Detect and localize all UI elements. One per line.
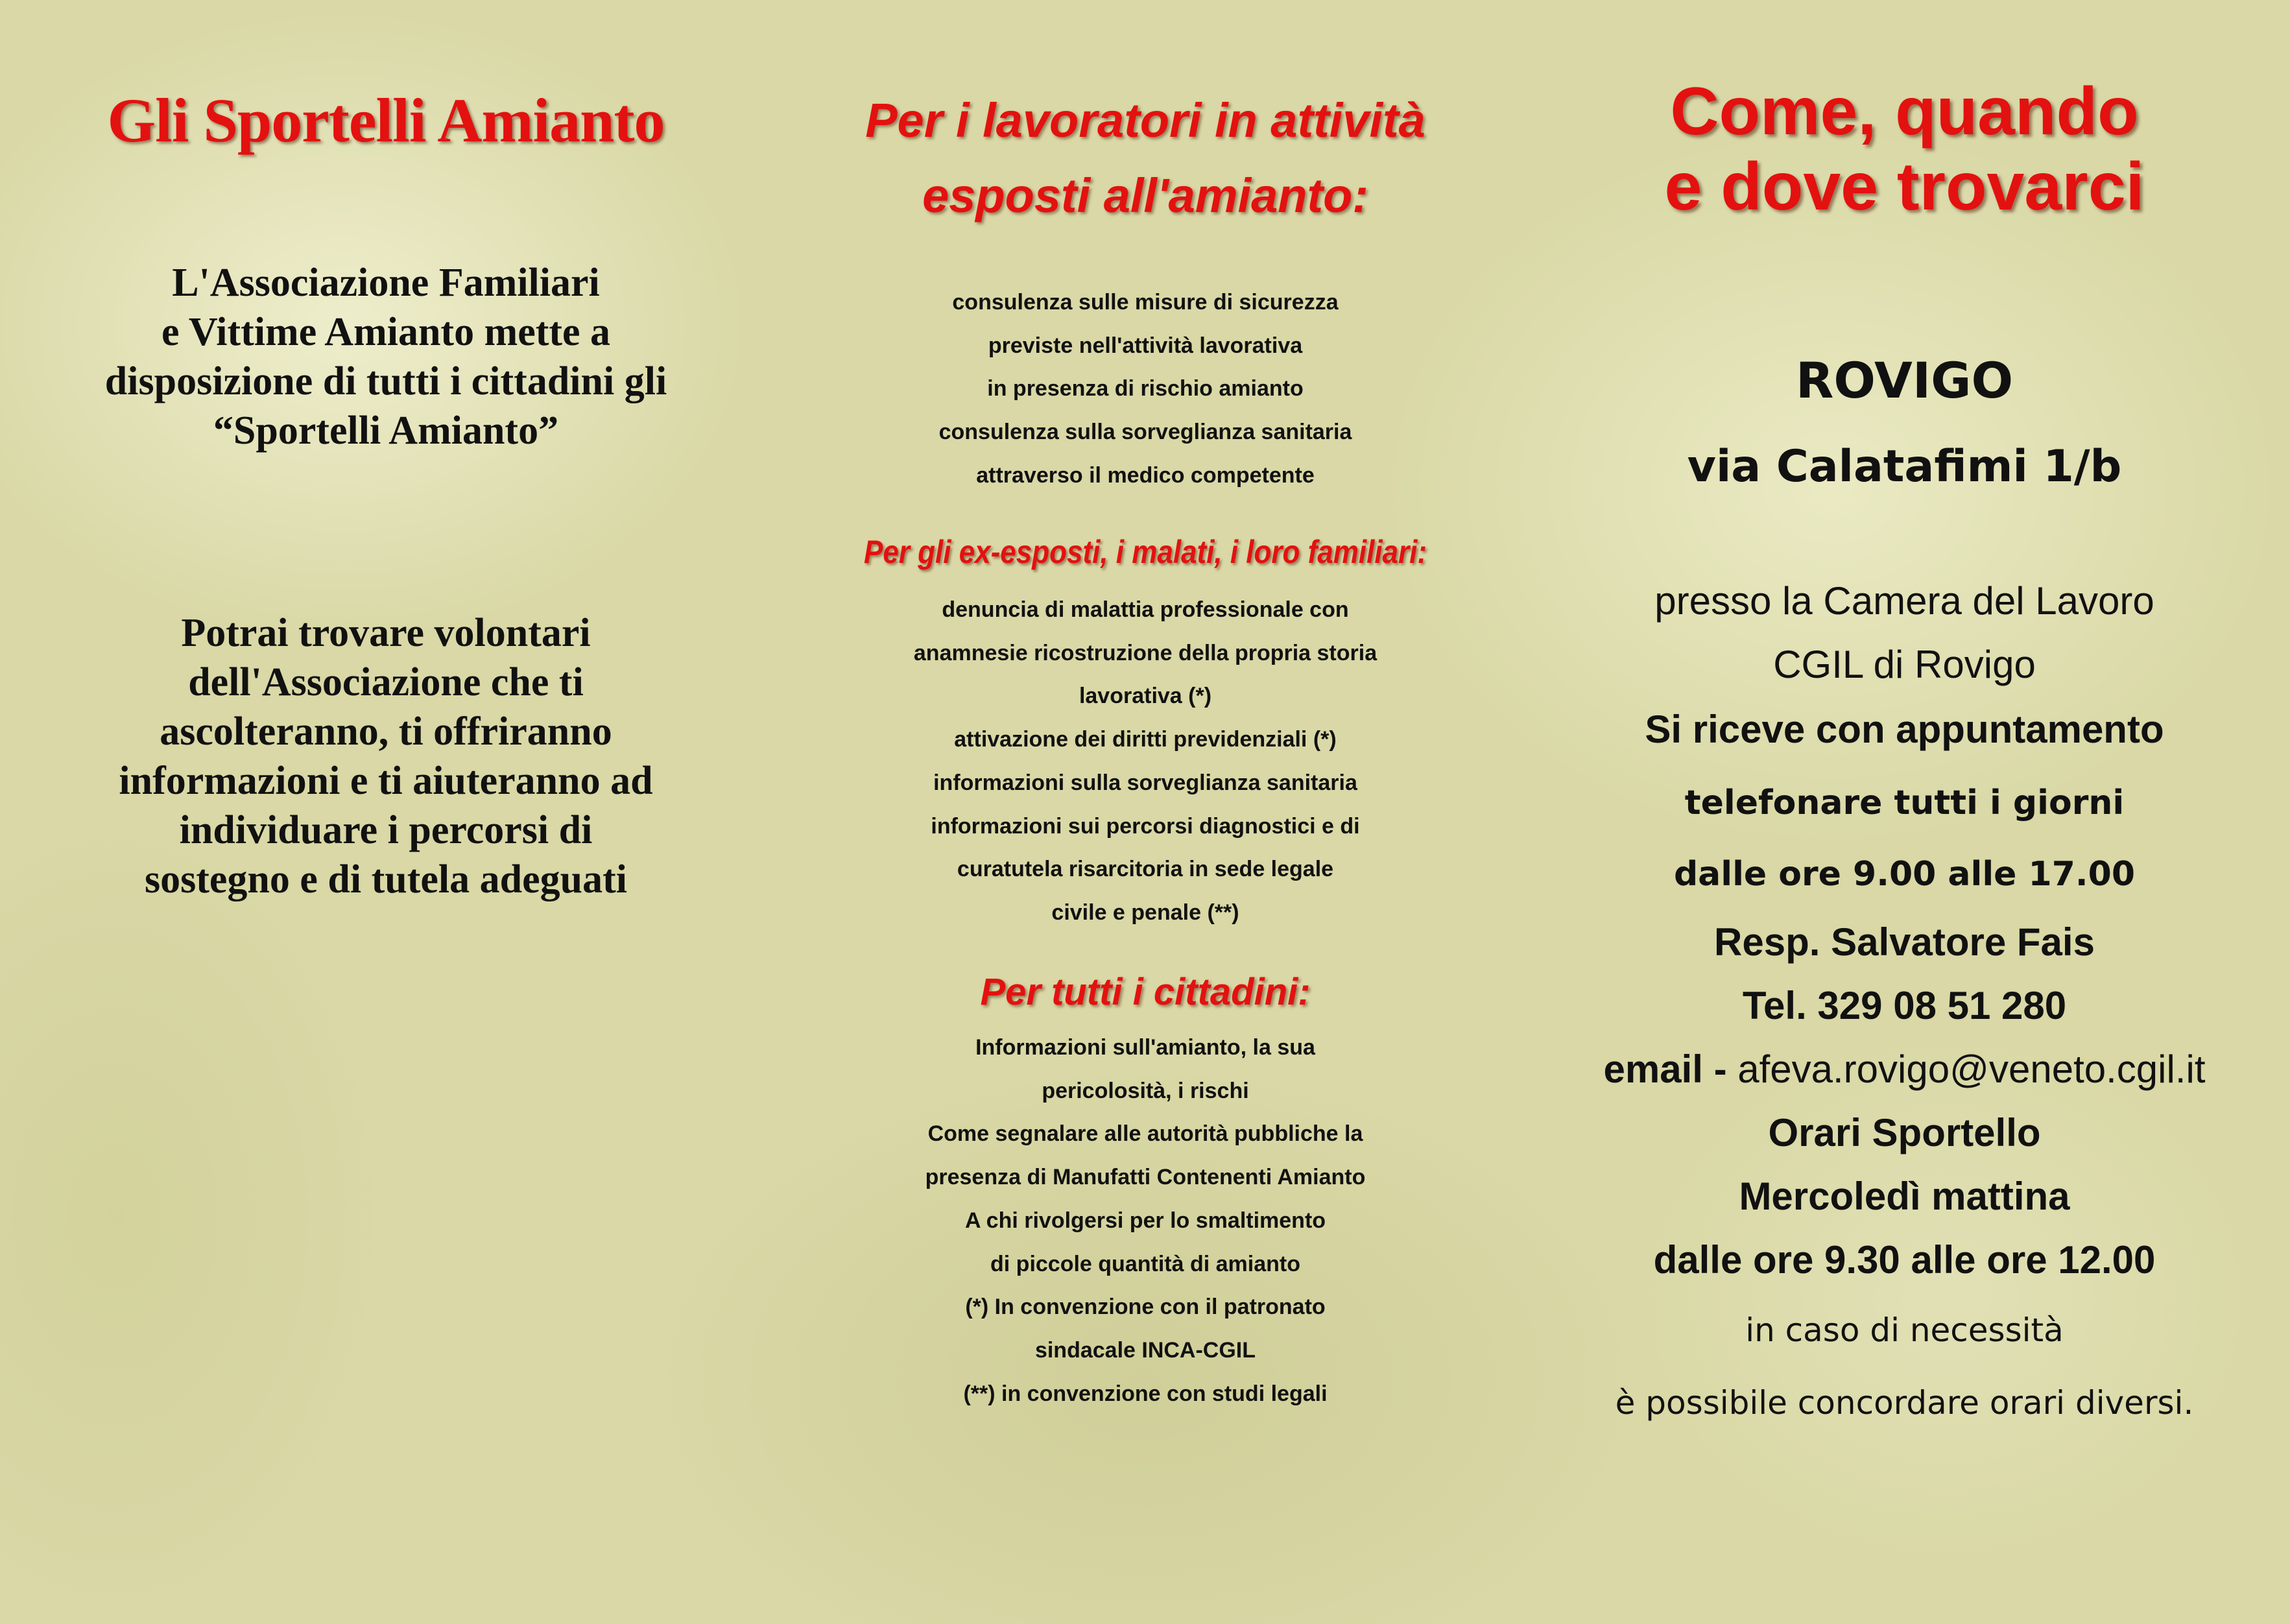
email-line <box>1519 1047 2290 1092</box>
email-address[interactable]: afeva.rovigo@veneto.cgil.it <box>1737 1047 2206 1091</box>
note-line-1: in caso di necessità <box>1745 1311 2064 1349</box>
appointment-note: Si riceve con appuntamento <box>1645 708 2164 751</box>
citizens-heading: Per tutti i cittadini: <box>980 971 1311 1013</box>
association-intro-text: L'Associazione Familiari e Vittime Amianto mette a disposizione di tutti i cittadini gli “Sportelli Amianto” <box>104 261 667 453</box>
volunteers-text: Potrai trovare volontari dell'Associazione che ti ascolteranno, ti offriranno informazioni e ti aiuteranno ad individuare i percorsi di sostegno e di tutela adeguati <box>119 611 653 902</box>
workers-services-list: consulenza sulle misure di sicurezza previste nell'attività lavorativa in presenza di rischio amianto consulenza sulla sorveglianza sanitaria attraverso il medico competente <box>938 290 1352 488</box>
ex-exposed-heading: Per gli ex-esposti, i malati, i loro familiari: <box>863 534 1427 570</box>
left-panel <box>0 0 772 1624</box>
workers-heading: Per i lavoratori in attività esposti all'amianto: <box>865 93 1425 222</box>
note-line-2: è possibile concordare orari diversi. <box>1615 1384 2194 1422</box>
city-name: ROVIGO <box>1795 352 2014 409</box>
venue-line-1: presso la Camera del Lavoro <box>1654 579 2154 623</box>
middle-panel <box>772 0 1519 1624</box>
right-title: Come, quando e dove trovarci <box>1664 74 2145 224</box>
hours-title: Orari Sportello <box>1768 1111 2041 1154</box>
venue-line-2: CGIL di Rovigo <box>1773 643 2036 686</box>
ex-exposed-services-list: denuncia di malattia professionale con anamnesie ricostruzione della propria storia lavorativa (*) attivazione dei diritti previdenziali (*) informazioni sulla sorveglianza sanitaria informazioni sui percorsi diagnostici e di curatutela risarcitoria in sede legale civile e penale (**) <box>913 597 1378 925</box>
hours-time: dalle ore 9.30 alle ore 12.00 <box>1653 1238 2156 1282</box>
left-title: Gli Sportelli Amianto <box>107 86 665 155</box>
phone-hours: dalle ore 9.00 alle 17.00 <box>1673 855 2136 894</box>
responsible-person: Resp. Salvatore Fais <box>1714 920 2095 964</box>
phone-days: telefonare tutti i giorni <box>1684 783 2125 822</box>
right-panel <box>1519 0 2290 1624</box>
citizens-services-list: Informazioni sull'amianto, la sua pericolosità, i rischi Come segnalare alle autorità pubbliche la presenza di Manufatti Contenenti Amianto A chi rivolgersi per lo smaltimento di piccole quantità di amianto (*) In convenzione con il patronato sindacale INCA-CGIL (**) in convenzione con studi legali <box>925 1035 1366 1406</box>
email-label: email - <box>1603 1047 1738 1091</box>
telephone-number[interactable]: Tel. 329 08 51 280 <box>1742 984 2067 1027</box>
hours-day: Mercoledì mattina <box>1739 1175 2070 1218</box>
address: via Calatafimi 1/b <box>1687 441 2122 492</box>
